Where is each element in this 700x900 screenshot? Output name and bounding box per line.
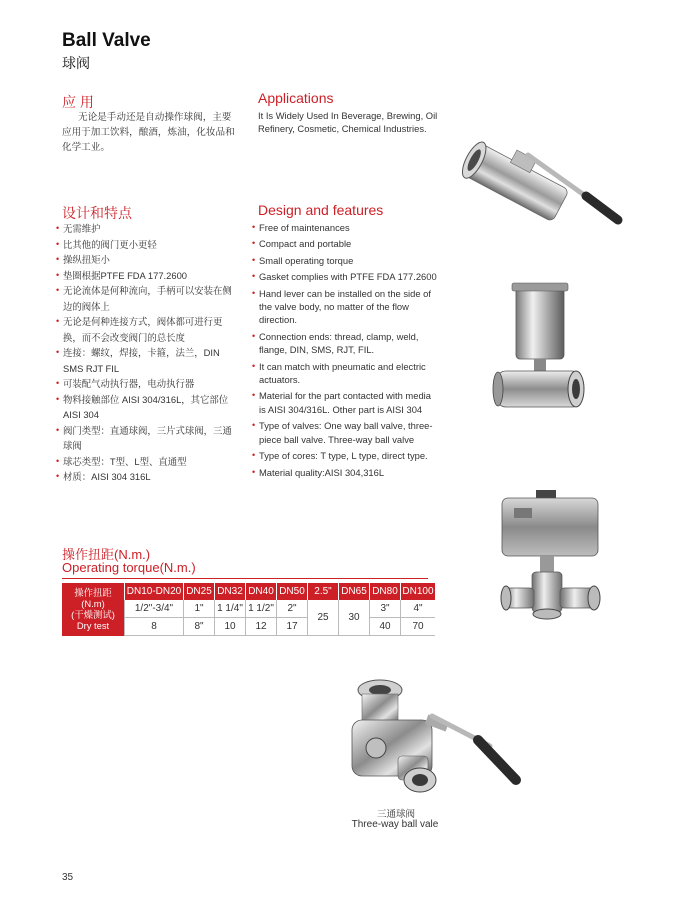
table-cell: 70 [401,618,436,636]
three-way-ball-valve-image [340,672,530,802]
list-item: • Small operating torque [252,254,437,267]
torque-divider [62,578,428,579]
table-header: DN100 [401,583,436,600]
list-item: • 无论流体是何种流向，手柄可以安装在侧边的阀体上 [56,283,236,314]
label-line: (N.m) [81,598,105,610]
list-item: • Material quality:AISI 304,316L [252,466,437,479]
list-item: • Type of cores: T type, L type, direct type. [252,449,437,462]
table-cell: 12 [246,618,277,636]
table-header: DN25 [184,583,215,600]
table-header: DN80 [370,583,401,600]
table-cell: 4" [401,600,436,618]
list-item: • Material for the part contacted with media is AISI 304/316L. Other part is AISI 304 [252,389,437,416]
table-cell: 1 1/4" [215,600,246,618]
list-item: • Hand lever can be installed on the side of the valve body, no matter of the flow direction. [252,287,437,327]
list-item: • Compact and portable [252,237,437,250]
table-header: DN65 [339,583,370,600]
label-line: (干燥测试) [71,609,115,621]
list-item: • 比其他的阀门更小更轻 [56,237,236,253]
table-cell: 8 [125,618,184,636]
list-item: • It can match with pneumatic and electric actuators. [252,360,437,387]
page-number: 35 [62,872,74,883]
table-cell: 3" [370,600,401,618]
table-cell: 10 [215,618,246,636]
list-item: • Free of maintenances [252,221,437,234]
three-way-actuated-valve-image [494,488,612,638]
list-item: • Connection ends: thread, clamp, weld, flange, DIN, SMS, RJT, FIL. [252,330,437,357]
design-list-en [252,221,437,482]
torque-heading-en: Operating torque(N.m.) [62,560,196,575]
torque-row-label [62,583,125,636]
design-heading-cn: 设计和特点 [62,205,132,221]
image-caption-cn: 三通球阀 [376,809,415,820]
table-cell: 1/2"-3/4" [125,600,184,618]
torque-table [62,583,435,636]
torque-heading-cn: 操作扭距(N.m.) [62,547,151,562]
list-item: • Gasket complies with PTFE FDA 177.2600 [252,270,437,283]
table-cell: 8" [184,618,215,636]
table-cell: 1" [184,600,215,618]
table-cell: 17 [277,618,308,636]
applications-text-cn: 无论是手动还是自动操作球阀，主要应用于加工饮料，酿酒，炼油，化妆品和化学工业。 [62,112,235,153]
table-cell: 1 1/2" [246,600,277,618]
manual-ball-valve-image [458,120,628,230]
table-cell: 2" [277,600,308,618]
list-item: • 物料接触部位 AISI 304/316L，其它部位 AISI 304 [56,392,236,423]
table-header: DN32 [215,583,246,600]
image-caption-en: Three-way ball vale [351,819,439,830]
label-line: Dry test [76,620,110,632]
design-heading-en: Design and features [258,202,384,218]
list-item: • 阀门类型：直通球阀，三片式球阀，三通球阀 [56,423,236,454]
page-title-cn: 球阀 [62,55,90,71]
list-item: • 无需维护 [56,221,236,237]
table-header: DN40 [246,583,277,600]
list-item: • 操纵扭矩小 [56,252,236,268]
list-item: • 球芯类型：T型、L型、直通型 [56,454,236,470]
list-item: • 可装配气动执行器，电动执行器 [56,376,236,392]
list-item: • 连接：螺纹，焊接，卡箍，法兰，DIN SMS RJT FIL [56,345,236,376]
list-item: • Type of valves: One way ball valve, three-piece ball valve. Three-way ball valve [252,419,437,446]
page-title: Ball Valve [62,30,151,51]
applications-heading-cn: 应 用 [62,94,94,110]
table-header: DN10-DN20 [125,583,184,600]
list-item: • 无论是何种连接方式，阀体都可进行更换，而不会改变阀门的总长度 [56,314,236,345]
label-line: 操作扭距 [74,587,112,599]
actuated-ball-valve-image [488,275,593,425]
table-header: 2.5" [308,583,339,600]
table-cell: 25 [308,600,339,636]
design-list-cn [56,221,236,485]
list-item: • 垫圈根据PTFE FDA 177.2600 [56,268,236,284]
table-cell: 30 [339,600,370,636]
applications-text-en: It Is Widely Used In Beverage, Brewing, Oil Refinery, Cosmetic, Chemical Industries. [258,110,438,134]
applications-heading-en: Applications [258,90,334,106]
table-header: DN50 [277,583,308,600]
table-cell: 40 [370,618,401,636]
list-item: • 材质：AISI 304 316L [56,469,236,485]
